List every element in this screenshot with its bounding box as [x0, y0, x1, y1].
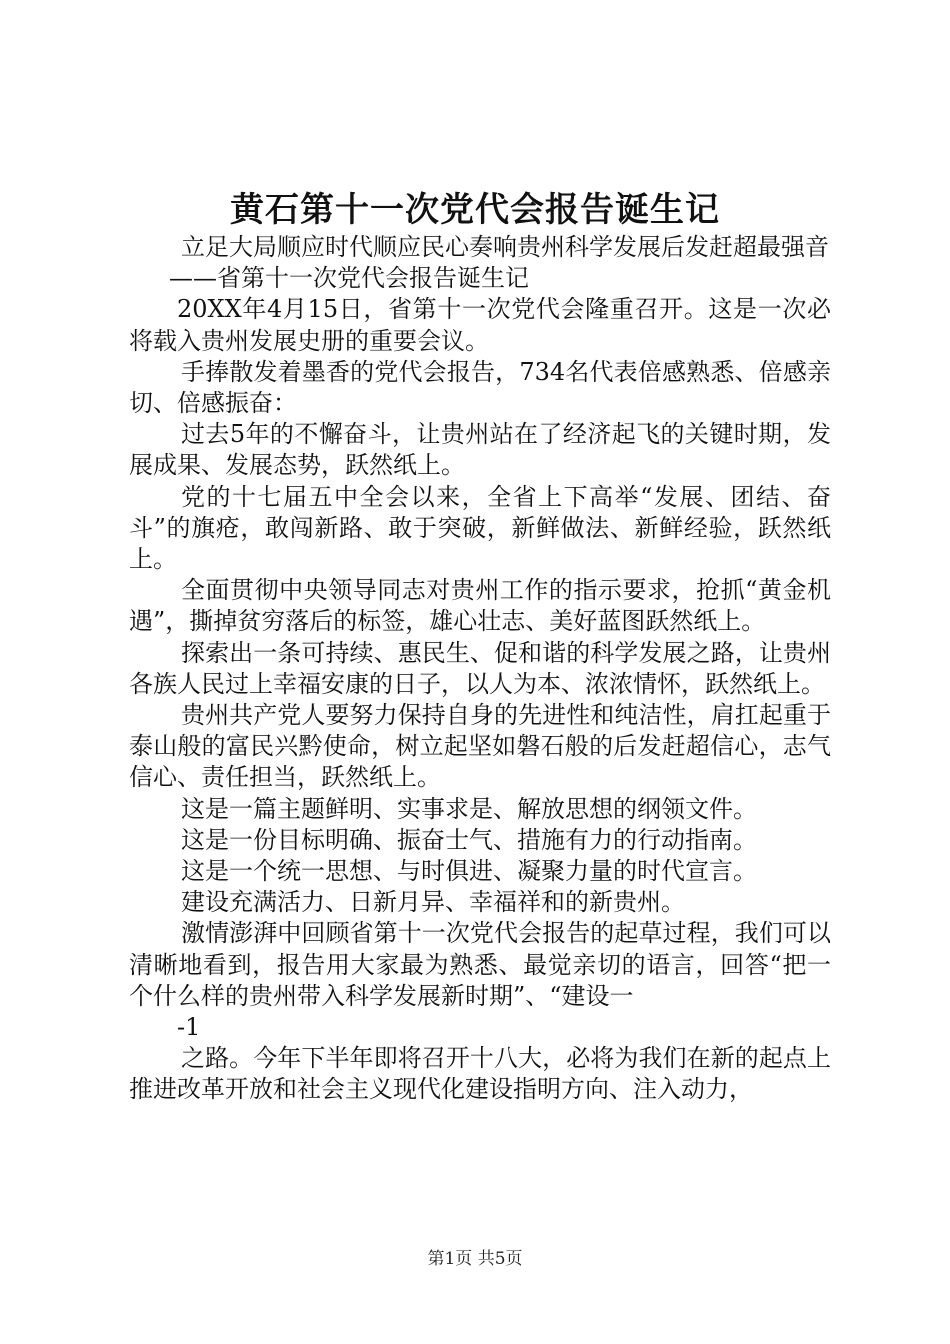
paragraph: 激情澎湃中回顾省第十一次党代会报告的起草过程，我们可以清晰地看到，报告用大家最为熟悉、最觉亲切的语言，回答“把一个什么样的贵州带入科学发展新时期”、“建设一: [129, 919, 831, 1010]
document-title: 黄石第十一次党代会报告诞生记: [230, 190, 720, 230]
paragraph: 这是一篇主题鲜明、实事求是、解放思想的纲领文件。: [181, 794, 757, 823]
paragraph: 建设充满活力、日新月异、幸福祥和的新贵州。: [181, 888, 685, 917]
paragraph: 这是一份目标明确、振奋士气、措施有力的行动指南。: [181, 825, 757, 854]
subtitle-dash-line: ——省第十一次党代会报告诞生记: [169, 264, 529, 293]
paragraph: 探索出一条可持续、惠民生、促和谐的科学发展之路，让贵州各族人民过上幸福安康的日子，以人为本、浓浓情怀，跃然纸上。: [129, 638, 831, 698]
paragraph: 手捧散发着墨香的党代会报告，734名代表倍感熟悉、倍感亲切、倍感振奋：: [129, 357, 831, 418]
paragraph: 党的十七届五中全会以来，全省上下高举“发展、团结、奋斗”的旗疮，敢闯新路、敢于突破，新鲜做法、新鲜经验，跃然纸上。: [129, 482, 831, 574]
paragraph: 全面贯彻中央领导同志对贵州工作的指示要求，抢抓“黄金机遇”，撕掉贫穷落后的标签，雄心壮志、美好蓝图跃然纸上。: [129, 576, 831, 636]
paragraph: 之路。今年下半年即将召开十八大，必将为我们在新的起点上推进改革开放和社会主义现代化建设指明方向、注入动力，: [129, 1044, 831, 1104]
document-body: [129, 232, 831, 1106]
paragraph: 过去5年的不懈奋斗，让贵州站在了经济起飞的关键时期，发展成果、发展态势，跃然纸上。: [129, 420, 831, 480]
inline-page-marker: -1: [177, 1013, 201, 1042]
paragraph: 这是一个统一思想、与时俱进、凝聚力量的时代宣言。: [181, 857, 757, 886]
paragraph: 贵州共产党人要努力保持自身的先进性和纯洁性，肩扛起重于泰山般的富民兴黔使命，树立起坚如磐石般的后发赶超信心，志气信心、责任担当，跃然纸上。: [129, 701, 831, 792]
paragraph: 20XX年4月15日，省第十一次党代会隆重召开。这是一次必将载入贵州发展史册的重要会议。: [129, 295, 831, 355]
page-footer: 第1页 共5页: [427, 1249, 523, 1269]
subtitle-line: 立足大局顺应时代顺应民心奏响贵州科学发展后发赶超最强音: [181, 233, 829, 261]
